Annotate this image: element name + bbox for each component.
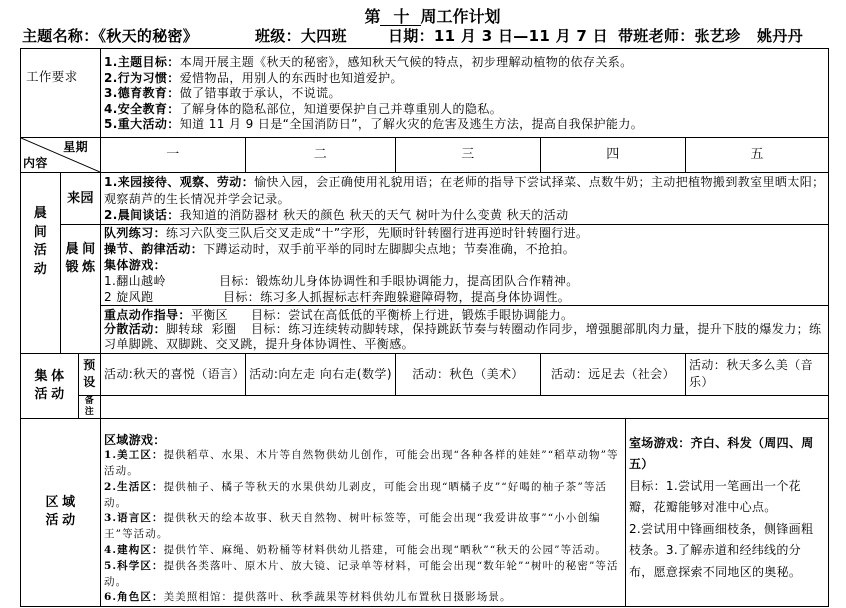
exercise-item-label: 队列练习：: [104, 225, 167, 240]
exercise-item-text: 下蹲运动时，双手前平举的同时左脚脚尖点地；节奏准确，不抢拍。: [203, 241, 576, 256]
weekday-header-row: [21, 138, 829, 173]
notes-row: [21, 395, 829, 418]
area-game-item: [104, 480, 622, 512]
requirement-item: [104, 71, 825, 87]
special-room-title: 室场游戏：齐白、科发（周四、周五）: [629, 435, 814, 471]
area-game-text: 提供各类落叶、原木片、放大镜、记录单等材料，可能会出现“数年轮”“树叶的秘密”等活动。: [104, 559, 619, 588]
arrival-item: [104, 174, 825, 207]
group-activity-thursday: 活动：远足去（社会）: [541, 353, 686, 395]
area-game-label: 2.生活区：: [104, 480, 164, 493]
area-games-title: 区域游戏：: [104, 432, 166, 447]
group-games-label: 集体游戏：: [104, 257, 167, 272]
group-game-item: [104, 289, 825, 305]
arrival-row: [21, 173, 829, 225]
free-activity: [104, 322, 825, 351]
requirements-row: [21, 49, 829, 138]
day-thursday: 四: [541, 138, 686, 173]
title-suffix: 周工作计划: [420, 7, 501, 26]
exercise-focus-row: [21, 305, 829, 353]
free-activity-label: 分散活动：: [104, 322, 167, 336]
area-activities-row: [21, 418, 829, 607]
group-activity-wednesday: 活动：秋色（美术）: [396, 353, 541, 395]
requirement-text: 爱惜物品，用别人的东西时也知道爱护。: [179, 70, 403, 85]
exercise-row: [21, 224, 829, 305]
requirement-item: [104, 102, 825, 118]
notes-content: [101, 395, 829, 418]
corner-weekday-label: 星期: [63, 140, 88, 154]
requirement-item: [104, 86, 825, 102]
group-activity-friday: 活动：秋天多么美（音乐）: [686, 353, 829, 395]
focus-guidance-area: 平衡区: [190, 307, 229, 322]
requirements-content: [101, 49, 829, 138]
morning-exercise-label: [61, 224, 101, 353]
free-activity-area: 脚转球 彩圈: [166, 322, 237, 336]
morning-activities-label: [21, 173, 61, 354]
week-number: 十: [380, 8, 420, 26]
area-game-text: 提供秋天的绘本故事、秋天自然物、树叶标签等，可能会出现“我爱讲故事”“小小创编王”等活动。: [104, 512, 601, 541]
focus-guidance-goal: 目标：尝试在高低低的平衡桥上行进，锻炼手眼协调能力。: [251, 307, 574, 322]
corner-content-label: 内容: [23, 155, 48, 170]
exercise-item-label: 操节、韵律活动：: [104, 241, 204, 256]
area-game-label: 1.美工区：: [104, 449, 164, 462]
arrival-label: 来园: [61, 173, 101, 225]
group-activities-label: [21, 353, 79, 418]
day-monday: 一: [101, 138, 246, 173]
morning-activities-label-text: 晨间活动: [33, 206, 48, 277]
requirement-text: 了解身体的隐私部位，知道要保护自己并尊重别人的隐私。: [179, 101, 503, 116]
requirements-label: [21, 49, 101, 138]
morning-exercise-label-text: 晨间锻炼: [65, 241, 96, 275]
area-game-text: 提供竹竿、麻绳、奶粉桶等材料供幼儿搭建，可能会出现“晒秋”“秋天的公园”等活动。: [163, 544, 608, 557]
requirements-label-text: 工作要求: [26, 69, 78, 84]
requirement-label: 3.德育教育：: [104, 86, 180, 100]
area-game-item: [104, 559, 622, 591]
arrival-item-label: 1.来园接待、观察、劳动：: [104, 175, 255, 189]
group-game-goal: 目标：练习多人抓握标志杆奔跑躲避障碍物，提高身体协调性。: [223, 289, 571, 304]
area-game-item: [104, 511, 622, 543]
group-activities-label-text: 集体活动: [34, 368, 65, 402]
preset-label-text: 预设: [83, 358, 96, 389]
exercise-content: [101, 224, 829, 305]
title-prefix: 第: [364, 7, 381, 26]
theme-name: 主题名称：《秋天的秘密》: [22, 27, 199, 45]
free-activity-goal: 目标：练习连续转动脚转球，保持跳跃节奏与转圈动作同步，增强腿部肌肉力量，提升下肢的爆发力；练习单脚跳、双脚跳、交叉跳，提升身体协调性、平衡感。: [104, 322, 822, 351]
focus-guidance: [104, 308, 825, 323]
requirement-item: [104, 55, 825, 71]
exercise-focus-content: [101, 305, 829, 353]
group-game-item: [104, 273, 825, 289]
requirement-text: 本周开展主题《秋天的秘密》，感知秋天气候的特点，初步理解动植物的依存关系。: [179, 55, 633, 69]
requirement-label: 1.主题目标：: [104, 55, 180, 69]
arrival-item: [104, 207, 825, 224]
requirement-label: 4.安全教育：: [104, 101, 180, 116]
area-game-label: 5.科学区：: [104, 559, 164, 572]
exercise-item-text: 练习六队变三队后交叉走成“十”字形，先顺时针转圈行进再逆时针转圈行进。: [166, 225, 589, 240]
special-room-goal: 2.尝试用中锋画细枝条，侧锋画粗枝条。3.了解赤道和经纬线的分布，愿意探索不同地区的奥秘。: [629, 521, 814, 579]
arrival-item-text: 愉快入园，会正确使用礼貌用语；在老师的指导下尝试择菜、点数牛奶；主动把植物搬到教室里晒太阳；观察葫芦的生长情况并学会记录。: [104, 175, 825, 206]
group-activities-row: [21, 353, 829, 395]
requirement-label: 5.重大活动：: [104, 117, 180, 131]
group-game-goal: 目标：锻炼幼儿身体协调性和手眼协调能力，提高团队合作精神。: [219, 273, 579, 288]
area-game-text: 提供柚子、橘子等秋天的水果供幼儿剥皮，可能会出现“晒橘子皮”“好喝的柚子茶”等活动。: [104, 480, 608, 509]
area-game-item: [104, 448, 622, 480]
area-games-content: [101, 418, 626, 607]
exercise-item: [104, 241, 825, 257]
requirement-text: 知道 11 月 9 日是“全国消防日”，了解火灾的危害及逃生方法，提高自我保护能力。: [179, 117, 644, 131]
special-room-goal: 目标：1.尝试用一笔画出一个花瓣，花瓣能够对准中心点。: [629, 478, 801, 514]
weekly-plan-table: [20, 48, 829, 607]
page-title: [0, 7, 846, 27]
area-game-item: [104, 590, 622, 606]
teachers: 带班老师：张艺珍 姚丹丹: [618, 27, 803, 45]
requirement-item: [104, 117, 825, 133]
preset-label: [79, 353, 101, 395]
area-game-label: 3.语言区：: [104, 512, 164, 525]
day-tuesday: 二: [246, 138, 396, 173]
requirement-text: 做了错事敢于承认，不说谎。: [179, 86, 341, 100]
group-activity-tuesday: 活动:向左走 向右走(数学): [246, 353, 396, 395]
area-game-text: 美美照相馆：提供落叶、秋季蔬果等材料供幼儿布置秋日摄影场景。: [163, 591, 512, 604]
special-room-content: [626, 418, 829, 607]
area-activities-label-text: 区域活动: [45, 495, 76, 529]
date-range: 日期：11 月 3 日—11 月 7 日: [388, 27, 608, 45]
notes-label: [79, 395, 101, 418]
exercise-item: [104, 225, 825, 241]
day-wednesday: 三: [396, 138, 541, 173]
notes-label-text: 备注: [84, 396, 95, 417]
group-game-name: 1.翻山越岭: [104, 273, 166, 288]
corner-header-cell: [21, 138, 101, 173]
class-name: 班级：大四班: [255, 27, 347, 45]
area-game-text: 提供稻草、水果、木片等自然物供幼儿创作，可能会出现“各种各样的娃娃”“稻草动物”等活动。: [104, 449, 619, 478]
arrival-item-text: 我知道的消防器材 秋天的颜色 秋天的天气 树叶为什么变黄 秋天的活动: [179, 208, 569, 222]
area-activities-label: [21, 418, 101, 607]
requirement-label: 2.行为习惯：: [104, 70, 180, 85]
area-game-item: [104, 543, 622, 559]
group-game-name: 2 旋风跑: [104, 289, 154, 304]
arrival-item-label: 2.晨间谈话：: [104, 208, 180, 222]
arrival-content: [101, 173, 829, 225]
day-friday: 五: [686, 138, 829, 173]
area-game-label: 4.建构区：: [104, 544, 164, 557]
focus-guidance-label: 重点动作指导：: [104, 307, 191, 322]
area-game-label: 6.角色区：: [104, 591, 164, 604]
group-activity-monday: 活动:秋天的喜悦（语言）: [101, 353, 246, 395]
